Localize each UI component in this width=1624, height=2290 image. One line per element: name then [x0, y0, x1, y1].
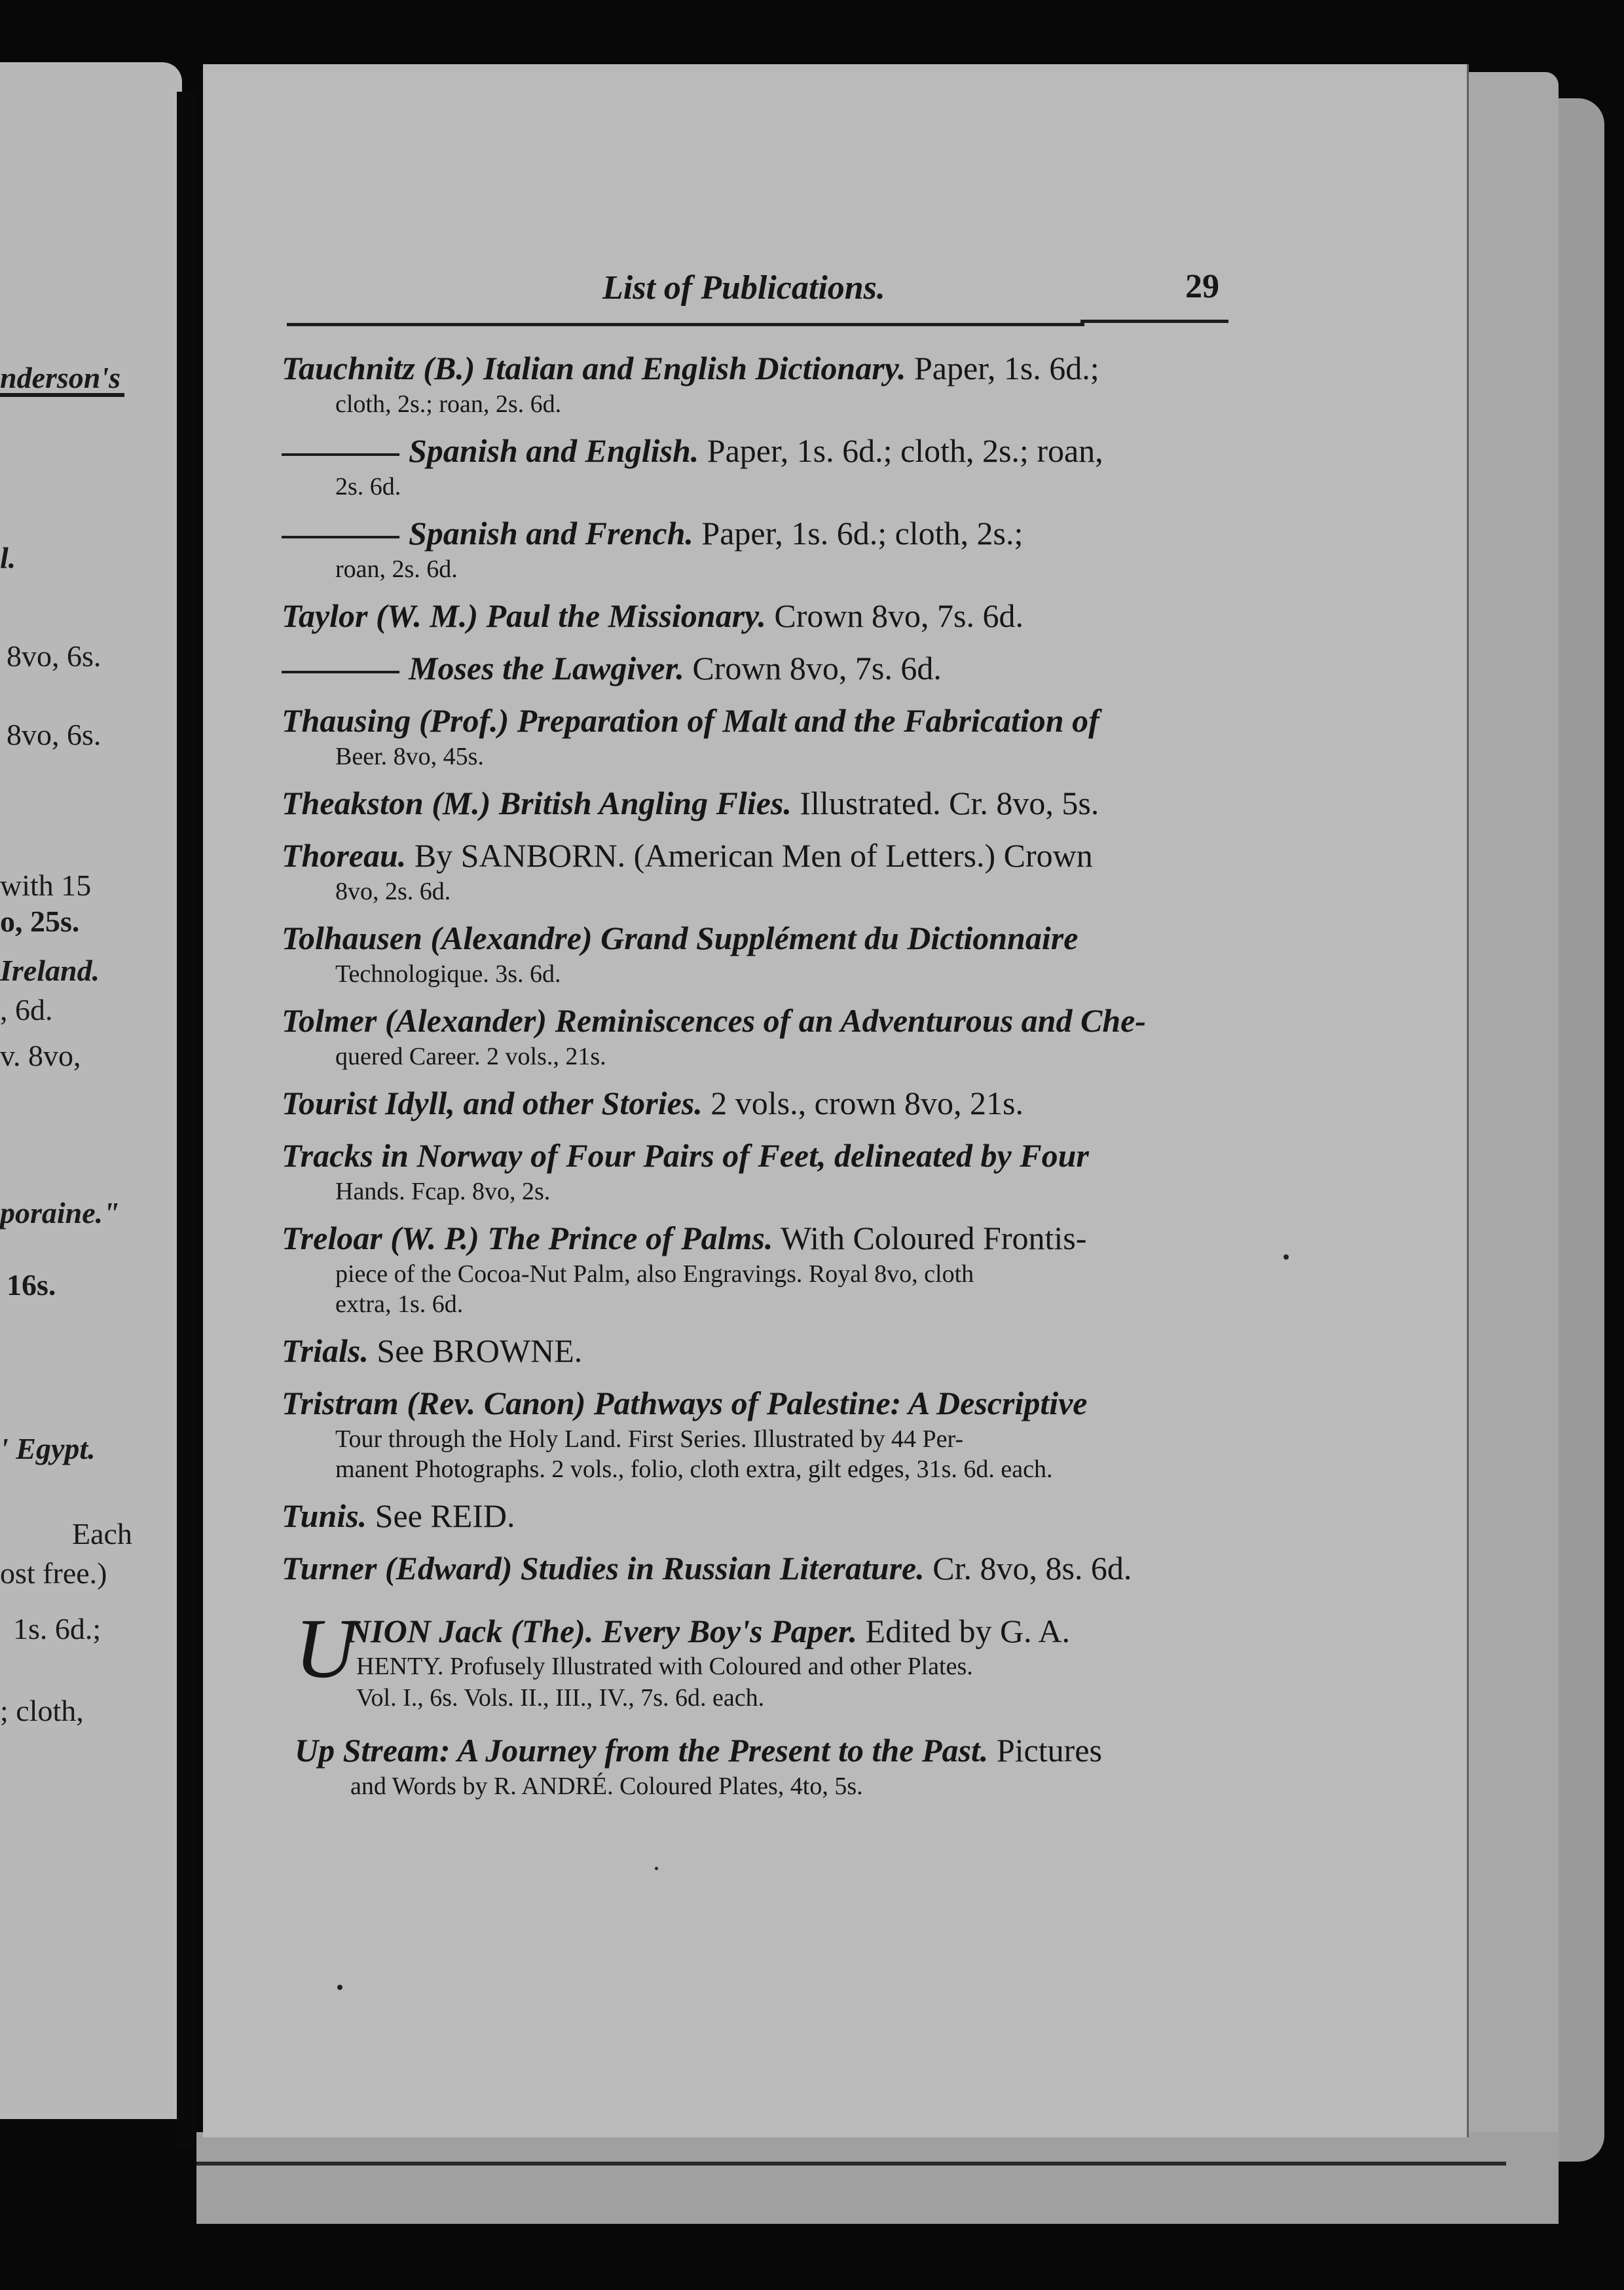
entry-title: Thausing (Prof.) Preparation of Malt and the Fabrication of	[282, 702, 1099, 739]
entry-main-line	[282, 647, 1244, 689]
page-stack-bottom	[196, 2132, 1559, 2224]
entry-title: Up Stream: A Journey from the Present to the Past.	[295, 1732, 989, 1769]
entry-main-line	[282, 700, 1244, 741]
entry-title: Tourist Idyll, and other Stories.	[282, 1085, 703, 1121]
left-page-fragment: , 6d.	[0, 993, 53, 1026]
entry-continuation: Technologique. 3s. 6d.	[335, 960, 561, 988]
ditto-dash	[282, 671, 399, 673]
left-page-fragment: nderson's	[0, 361, 121, 394]
entry-details: With Coloured Frontis-	[773, 1220, 1087, 1256]
publication-entry	[282, 1082, 1244, 1124]
entry-details: Crown 8vo, 7s. 6d.	[684, 650, 942, 686]
entry-main-line	[282, 430, 1244, 472]
page-number: 29	[1185, 268, 1219, 305]
publication-entry	[282, 1217, 1244, 1319]
entry-title: Tristram (Rev. Canon) Pathways of Palestine: A Descriptive	[282, 1385, 1088, 1421]
left-page-fragment: poraine."	[0, 1196, 120, 1229]
entry-title: Spanish and English.	[409, 432, 699, 469]
publication-entry	[282, 1547, 1244, 1589]
page-bottom-edge	[196, 2162, 1506, 2166]
left-page-fragment: 8vo, 6s.	[7, 718, 101, 751]
entry-details: Paper, 1s. 6d.;	[906, 350, 1099, 386]
entry-main-line	[295, 1729, 1102, 1771]
entry-continuation: cloth, 2s.; roan, 2s. 6d.	[335, 390, 562, 418]
left-page-fragment: ost free.)	[0, 1556, 107, 1590]
publication-entry	[282, 647, 1244, 689]
underlying-page-edge	[1460, 72, 1559, 2168]
entry-continuation: piece of the Cocoa-Nut Palm, also Engravings. Royal 8vo, cloth	[335, 1260, 974, 1288]
publication-entry	[282, 1330, 1244, 1372]
entry-main-line	[282, 782, 1244, 824]
entry-title: Tolmer (Alexander) Reminiscences of an Adventurous and Che-	[282, 1002, 1146, 1039]
left-page-fragment: 1s. 6d.;	[13, 1612, 101, 1645]
left-page-fragment: o, 25s.	[0, 905, 80, 938]
paper-speck	[1283, 1254, 1289, 1260]
entry-continuation: Tour through the Holy Land. First Series. Illustrated by 44 Per-	[335, 1425, 964, 1453]
entry-title: NION Jack (The). Every Boy's Paper.	[347, 1613, 858, 1649]
entry-main-line	[282, 835, 1244, 876]
drop-cap: U	[295, 1602, 356, 1696]
entry-main-line	[282, 1135, 1244, 1176]
publication-entry	[282, 917, 1244, 989]
left-page-fragment: ; cloth,	[0, 1694, 84, 1727]
entry-title: Turner (Edward) Studies in Russian Literature.	[282, 1550, 925, 1586]
entry-details: See REID.	[367, 1497, 515, 1534]
entry-details: Cr. 8vo, 8s. 6d.	[924, 1550, 1132, 1586]
publication-entry	[282, 1000, 1244, 1072]
left-page-fragment: ' Egypt.	[0, 1432, 96, 1465]
publication-entry	[282, 700, 1244, 772]
entry-title: Taylor (W. M.) Paul the Missionary.	[282, 597, 766, 634]
header-rule	[1080, 320, 1228, 323]
entry-main-line	[282, 1547, 1244, 1589]
entry-details: Illustrated. Cr. 8vo, 5s.	[791, 785, 1099, 821]
entry-title: Tracks in Norway of Four Pairs of Feet, delineated by Four	[282, 1137, 1089, 1174]
left-page-fragment: l.	[0, 541, 16, 574]
ditto-dash	[282, 536, 399, 538]
entry-main-line	[282, 917, 1244, 959]
left-page	[0, 62, 182, 2119]
entry-continuation: quered Career. 2 vols., 21s.	[335, 1043, 606, 1070]
union-jack-entry	[295, 1602, 1251, 1714]
paper-speck	[337, 1985, 342, 1990]
entry-main-line	[282, 1495, 1244, 1537]
left-page-fragment: v. 8vo,	[0, 1039, 81, 1072]
entry-title: Tolhausen (Alexandre) Grand Supplément du Dictionnaire	[282, 920, 1079, 956]
left-page-fragment: with 15	[0, 869, 92, 902]
entry-continuation: Hands. Fcap. 8vo, 2s.	[335, 1178, 551, 1205]
running-header: List of Publications.	[602, 269, 885, 307]
entry-main-line	[282, 512, 1244, 554]
up-stream-entry	[295, 1729, 1102, 1801]
publication-entry	[282, 430, 1244, 502]
entry-main-line	[282, 1382, 1244, 1424]
publication-entry	[282, 782, 1244, 824]
entry-continuation: and Words by R. ANDRÉ. Coloured Plates, 4to, 5s.	[350, 1773, 863, 1800]
entry-details: Pictures	[988, 1732, 1102, 1769]
publication-entry	[282, 1382, 1244, 1484]
entry-title: Theakston (M.) British Angling Flies.	[282, 785, 792, 821]
book-gutter	[177, 92, 196, 2149]
publication-entry	[282, 595, 1244, 637]
entry-main-line	[282, 1330, 1244, 1372]
entry-details: See BROWNE.	[368, 1332, 583, 1369]
entry-continuation: 8vo, 2s. 6d.	[335, 878, 451, 905]
entry-title: Moses the Lawgiver.	[409, 650, 684, 686]
header-rule	[287, 323, 1084, 326]
publication-entry	[282, 835, 1244, 907]
entry-continuation: Beer. 8vo, 45s.	[335, 743, 484, 770]
left-page-fragment: Ireland.	[0, 954, 100, 987]
entry-continuation: roan, 2s. 6d.	[335, 555, 458, 583]
entry-details: Paper, 1s. 6d.; cloth, 2s.;	[693, 515, 1024, 552]
entry-title: Trials.	[282, 1332, 369, 1369]
entry-details: By SANBORN. (American Men of Letters.) Crown	[406, 837, 1093, 874]
entry-continuation: Vol. I., 6s. Vols. II., III., IV., 7s. 6d. each.	[356, 1684, 765, 1712]
publication-list	[282, 347, 1244, 1600]
left-page-fragment: 16s.	[7, 1268, 56, 1302]
entry-details: Crown 8vo, 7s. 6d.	[766, 597, 1024, 634]
entry-details: Edited by G. A.	[857, 1613, 1071, 1649]
publication-entry	[282, 512, 1244, 584]
publication-entry	[282, 1495, 1244, 1537]
entry-title: Spanish and French.	[409, 515, 693, 552]
entry-title: Treloar (W. P.) The Prince of Palms.	[282, 1220, 773, 1256]
entry-continuation: manent Photographs. 2 vols., folio, cloth extra, gilt edges, 31s. 6d. each.	[335, 1455, 1053, 1483]
entry-main-line	[347, 1611, 1251, 1651]
entry-continuation: extra, 1s. 6d.	[335, 1290, 464, 1318]
entry-main-line	[282, 595, 1244, 637]
entry-details: 2 vols., crown 8vo, 21s.	[702, 1085, 1024, 1121]
entry-title: Tunis.	[282, 1497, 367, 1534]
publication-entry	[282, 1135, 1244, 1207]
entry-main-line	[282, 347, 1244, 389]
entry-main-line	[282, 1217, 1244, 1259]
paper-speck	[655, 1867, 658, 1870]
entry-main-line	[282, 1000, 1244, 1042]
entry-continuation: HENTY. Profusely Illustrated with Coloured and other Plates.	[356, 1653, 973, 1680]
ditto-dash	[282, 453, 399, 456]
left-page-fragment: 8vo, 6s.	[7, 639, 101, 673]
publication-entry	[282, 347, 1244, 419]
left-page-fragment: Each	[72, 1517, 132, 1550]
entry-title: Tauchnitz (B.) Italian and English Dictionary.	[282, 350, 906, 386]
entry-continuation: 2s. 6d.	[335, 473, 401, 500]
entry-details: Paper, 1s. 6d.; cloth, 2s.; roan,	[699, 432, 1103, 469]
entry-main-line	[282, 1082, 1244, 1124]
entry-title: Thoreau.	[282, 837, 407, 874]
